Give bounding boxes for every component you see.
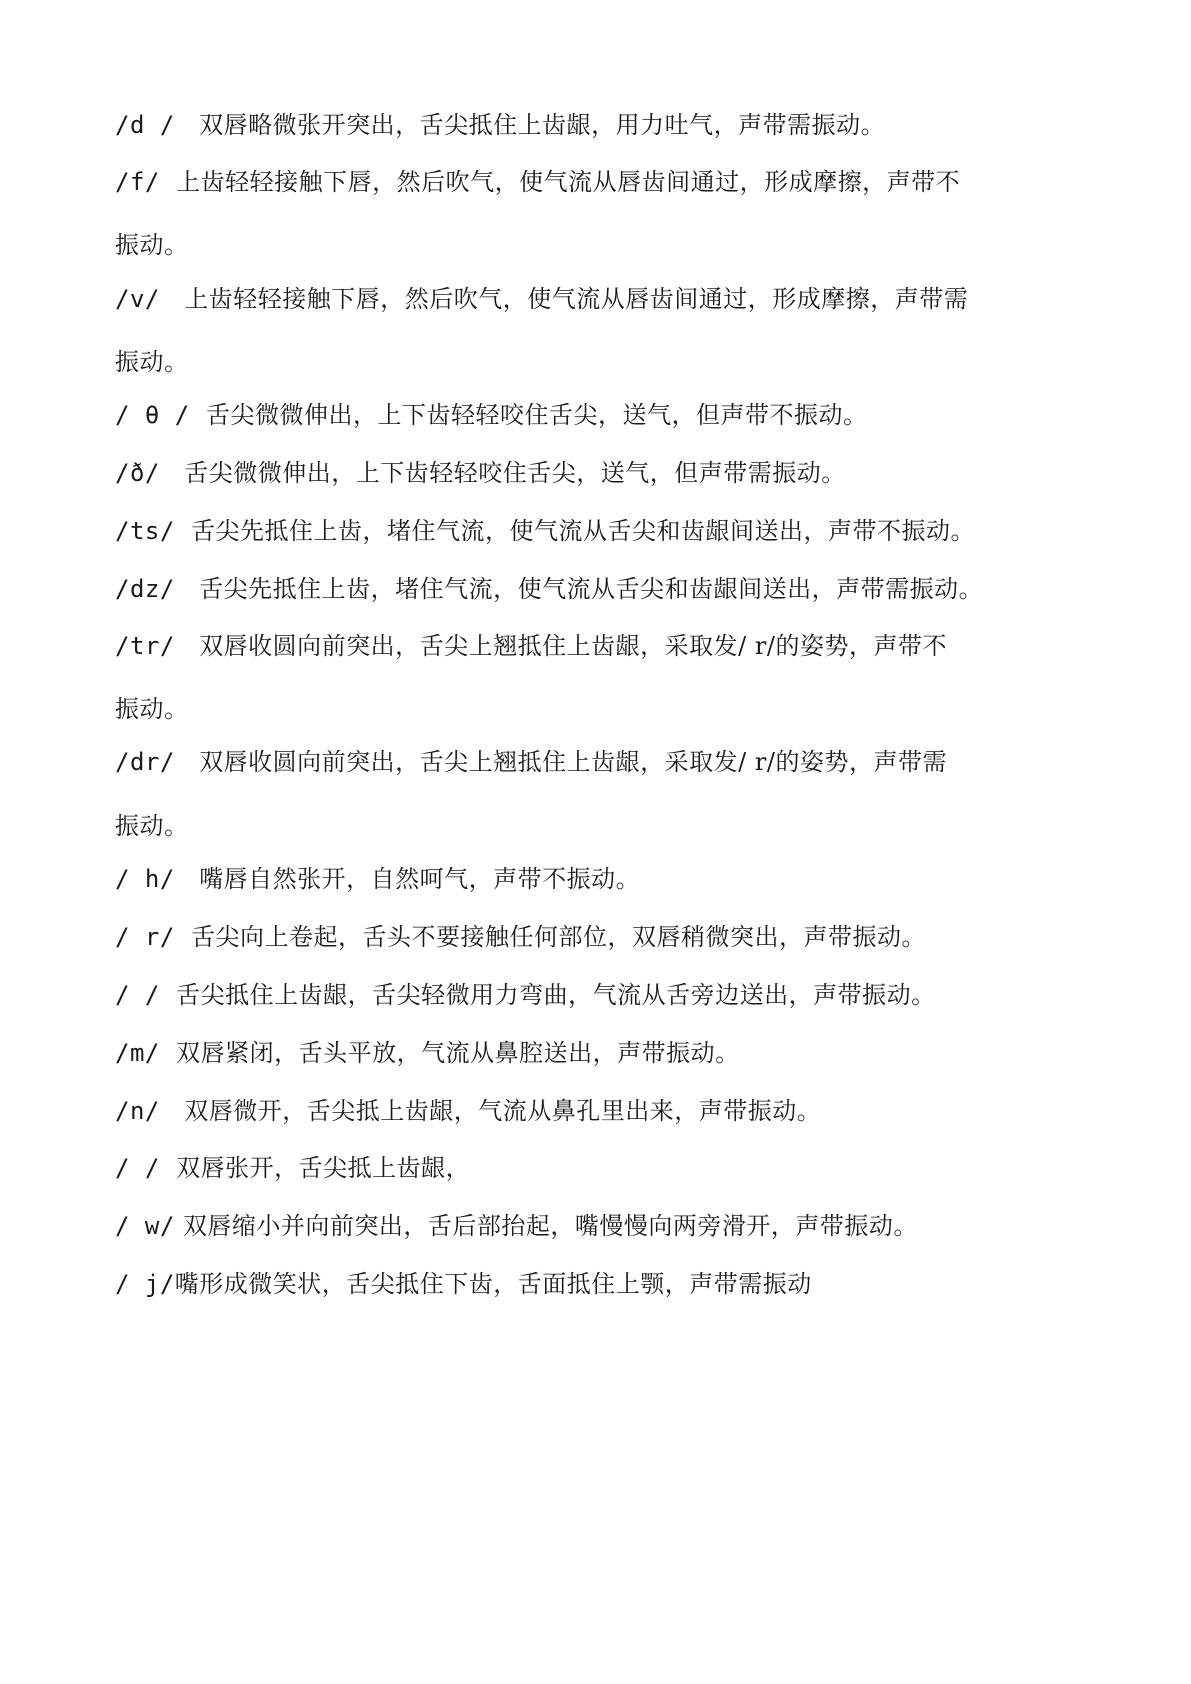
entry-eng bbox=[115, 1151, 1085, 1185]
phoneme-description: 双唇张开，舌尖抵上齿龈， bbox=[176, 1154, 471, 1182]
phoneme-description: 舌尖微微伸出，上下齿轻轻咬住舌尖，送气，但声带不振动。 bbox=[206, 401, 868, 429]
phoneme-symbol: /d / bbox=[115, 111, 175, 139]
phoneme-symbol: /tr/ bbox=[115, 632, 175, 660]
phoneme-symbol: /n/ bbox=[115, 1097, 160, 1125]
entry-r bbox=[115, 920, 1085, 954]
entry-v-continued bbox=[115, 345, 1085, 379]
entry-v bbox=[115, 282, 1085, 316]
phoneme-symbol: / h/ bbox=[115, 865, 175, 893]
entry-m bbox=[115, 1036, 1085, 1070]
phoneme-description: 嘴唇自然张开，自然呵气，声带不振动。 bbox=[199, 865, 641, 893]
phoneme-description-continued: 振动。 bbox=[115, 231, 189, 259]
phoneme-description: 舌尖向上卷起，舌头不要接触任何部位，双唇稍微突出，声带振动。 bbox=[191, 923, 927, 951]
entry-f bbox=[115, 165, 1085, 199]
entry-w bbox=[115, 1209, 1085, 1243]
entry-theta bbox=[115, 398, 1085, 432]
entry-h bbox=[115, 862, 1085, 896]
entry-l bbox=[115, 978, 1085, 1012]
phoneme-description: 舌尖先抵住上齿，堵住气流，使气流从舌尖和齿龈间送出，声带不振动。 bbox=[191, 517, 976, 545]
phoneme-description: 嘴形成微笑状，舌尖抵住下齿，舌面抵住上颚，声带需振动 bbox=[174, 1270, 812, 1298]
entry-tr bbox=[115, 629, 1085, 663]
phoneme-symbol: /ts/ bbox=[115, 517, 175, 545]
entry-n bbox=[115, 1094, 1085, 1128]
phoneme-description-continued: 振动。 bbox=[115, 812, 189, 840]
entry-eth bbox=[115, 456, 1085, 490]
phoneme-symbol: / r/ bbox=[115, 923, 175, 951]
phoneme-description: 双唇紧闭，舌头平放，气流从鼻腔送出，声带振动。 bbox=[176, 1039, 740, 1067]
phoneme-description: 舌尖先抵住上齿，堵住气流，使气流从舌尖和齿龈间送出，声带需振动。 bbox=[199, 575, 984, 603]
phoneme-description-continued: 振动。 bbox=[115, 348, 189, 376]
phoneme-symbol: / / bbox=[115, 1154, 160, 1182]
phoneme-symbol: /dz/ bbox=[115, 575, 175, 603]
phoneme-symbol: /m/ bbox=[115, 1039, 160, 1067]
entry-j bbox=[115, 1267, 1085, 1301]
phoneme-symbol: /f/ bbox=[115, 168, 160, 196]
phoneme-description-continued: 振动。 bbox=[115, 695, 189, 723]
entry-tr-continued bbox=[115, 692, 1085, 726]
phoneme-description: 双唇略微张开突出，舌尖抵住上齿龈，用力吐气，声带需振动。 bbox=[199, 111, 886, 139]
phoneme-description: 舌尖抵住上齿龈，舌尖轻微用力弯曲，气流从舌旁边送出，声带振动。 bbox=[176, 981, 936, 1009]
phoneme-description: 上齿轻轻接触下唇，然后吹气，使气流从唇齿间通过，形成摩擦，声带不 bbox=[176, 168, 961, 196]
phoneme-symbol: /v/ bbox=[115, 285, 160, 313]
phoneme-description: 双唇收圆向前突出，舌尖上翘抵住上齿龈，采取发/ r/的姿势，声带需 bbox=[199, 748, 947, 776]
entry-ts bbox=[115, 514, 1085, 548]
phoneme-symbol: / / bbox=[115, 981, 160, 1009]
phoneme-symbol: / j/ bbox=[115, 1270, 175, 1298]
entry-d bbox=[115, 108, 1085, 142]
phoneme-symbol: / θ / bbox=[115, 401, 190, 429]
phoneme-symbol: /ð/ bbox=[115, 459, 160, 487]
phoneme-symbol: /dr/ bbox=[115, 748, 175, 776]
phoneme-description: 舌尖微微伸出，上下齿轻轻咬住舌尖，送气，但声带需振动。 bbox=[184, 459, 846, 487]
phoneme-description: 上齿轻轻接触下唇，然后吹气，使气流从唇齿间通过，形成摩擦，声带需 bbox=[184, 285, 969, 313]
entry-dr bbox=[115, 745, 1085, 779]
phoneme-description: 双唇微开，舌尖抵上齿龈，气流从鼻孔里出来，声带振动。 bbox=[184, 1097, 822, 1125]
phoneme-symbol: / w/ bbox=[115, 1212, 175, 1240]
entry-f-continued bbox=[115, 228, 1085, 262]
entry-dr-continued bbox=[115, 809, 1085, 843]
entry-dz bbox=[115, 572, 1085, 606]
phoneme-description: 双唇缩小并向前突出，舌后部抬起，嘴慢慢向两旁滑开，声带振动。 bbox=[182, 1212, 918, 1240]
phoneme-description: 双唇收圆向前突出，舌尖上翘抵住上齿龈，采取发/ r/的姿势，声带不 bbox=[199, 632, 947, 660]
